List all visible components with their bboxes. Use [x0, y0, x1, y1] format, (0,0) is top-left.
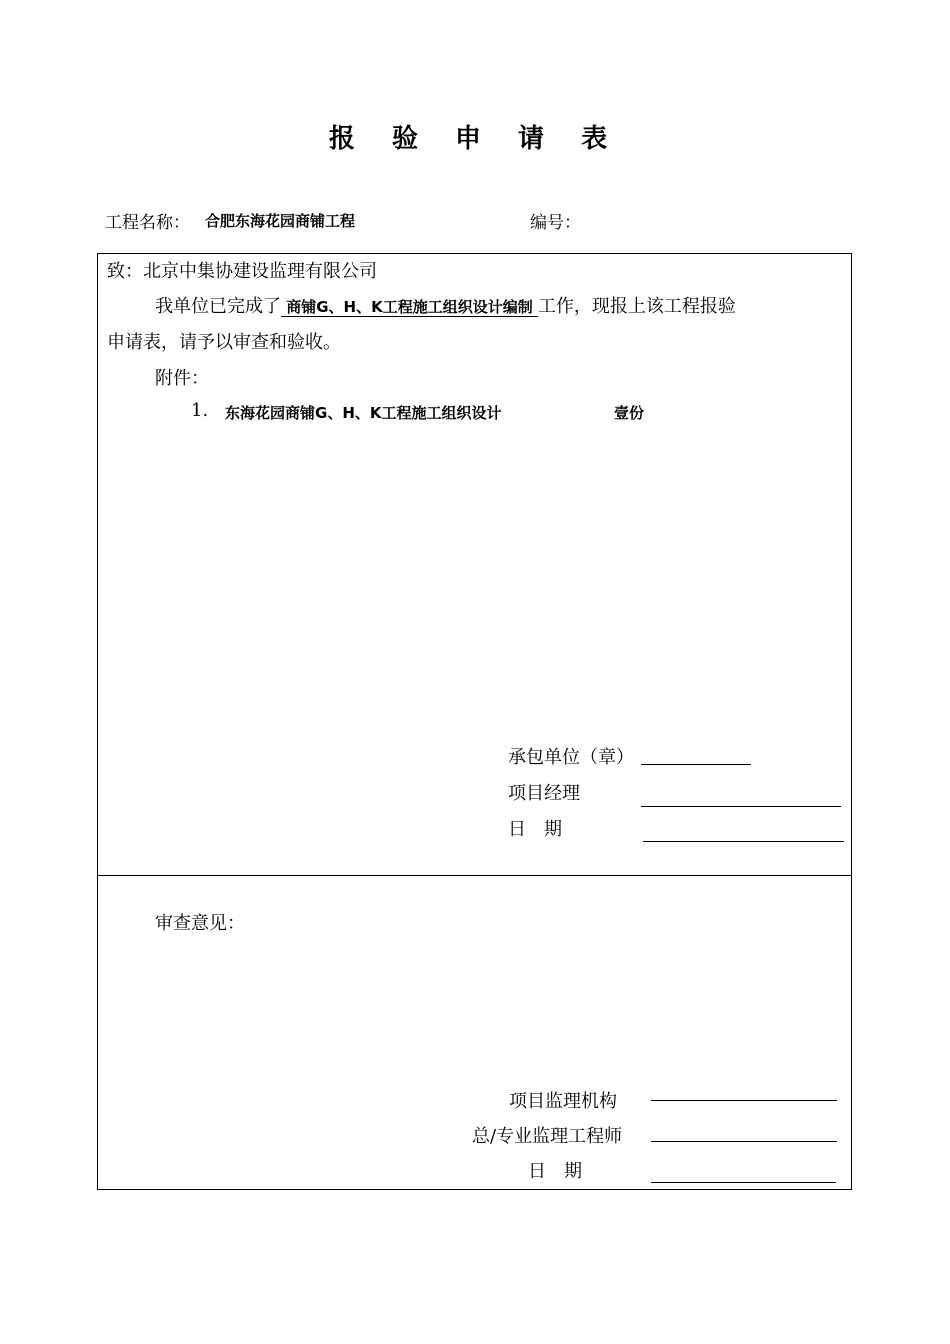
section1-date-line[interactable] [643, 841, 844, 842]
completed-work-field[interactable]: 商铺G、H、K工程施工组织设计编制 [281, 298, 538, 316]
completion-statement [155, 292, 736, 318]
section1-date-label: 日 期 [508, 819, 562, 840]
supervising-engineer-signature-line[interactable] [651, 1141, 837, 1142]
addressee-line: 致：北京中集协建设监理有限公司 [107, 261, 377, 282]
project-manager-label: 项目经理 [508, 783, 580, 804]
review-opinion-label: 审查意见： [155, 913, 245, 934]
section2-date-line[interactable] [651, 1182, 836, 1183]
project-manager-signature-line[interactable] [641, 806, 841, 807]
supervision-org-label: 项目监理机构 [509, 1091, 617, 1112]
section2-date-label: 日 期 [528, 1161, 582, 1182]
attachment-1-number: 1. [191, 400, 209, 421]
section-divider [98, 875, 851, 876]
supervision-org-signature-line[interactable] [651, 1100, 837, 1101]
statement-suffix: 工作，现报上该工程报验 [537, 296, 736, 317]
attachment-1-name: 东海花园商铺G、H、K工程施工组织设计 [225, 404, 502, 422]
form-table [97, 253, 852, 1190]
contractor-signature-line[interactable] [641, 764, 751, 765]
supervising-engineer-label: 总/专业监理工程师 [472, 1126, 623, 1147]
attachment-1-quantity: 壹份 [614, 404, 645, 422]
attachments-label: 附件： [155, 368, 209, 389]
statement-line-2: 申请表，请予以审查和验收。 [107, 332, 341, 353]
project-name-label: 工程名称： [105, 213, 190, 233]
statement-prefix: 我单位已完成了 [155, 296, 281, 317]
number-label: 编号： [530, 213, 581, 233]
form-title: 报 验 申 请 表 [328, 124, 622, 154]
project-name-value: 合肥东海花园商铺工程 [205, 212, 356, 230]
contractor-label: 承包单位（章） [508, 747, 634, 768]
